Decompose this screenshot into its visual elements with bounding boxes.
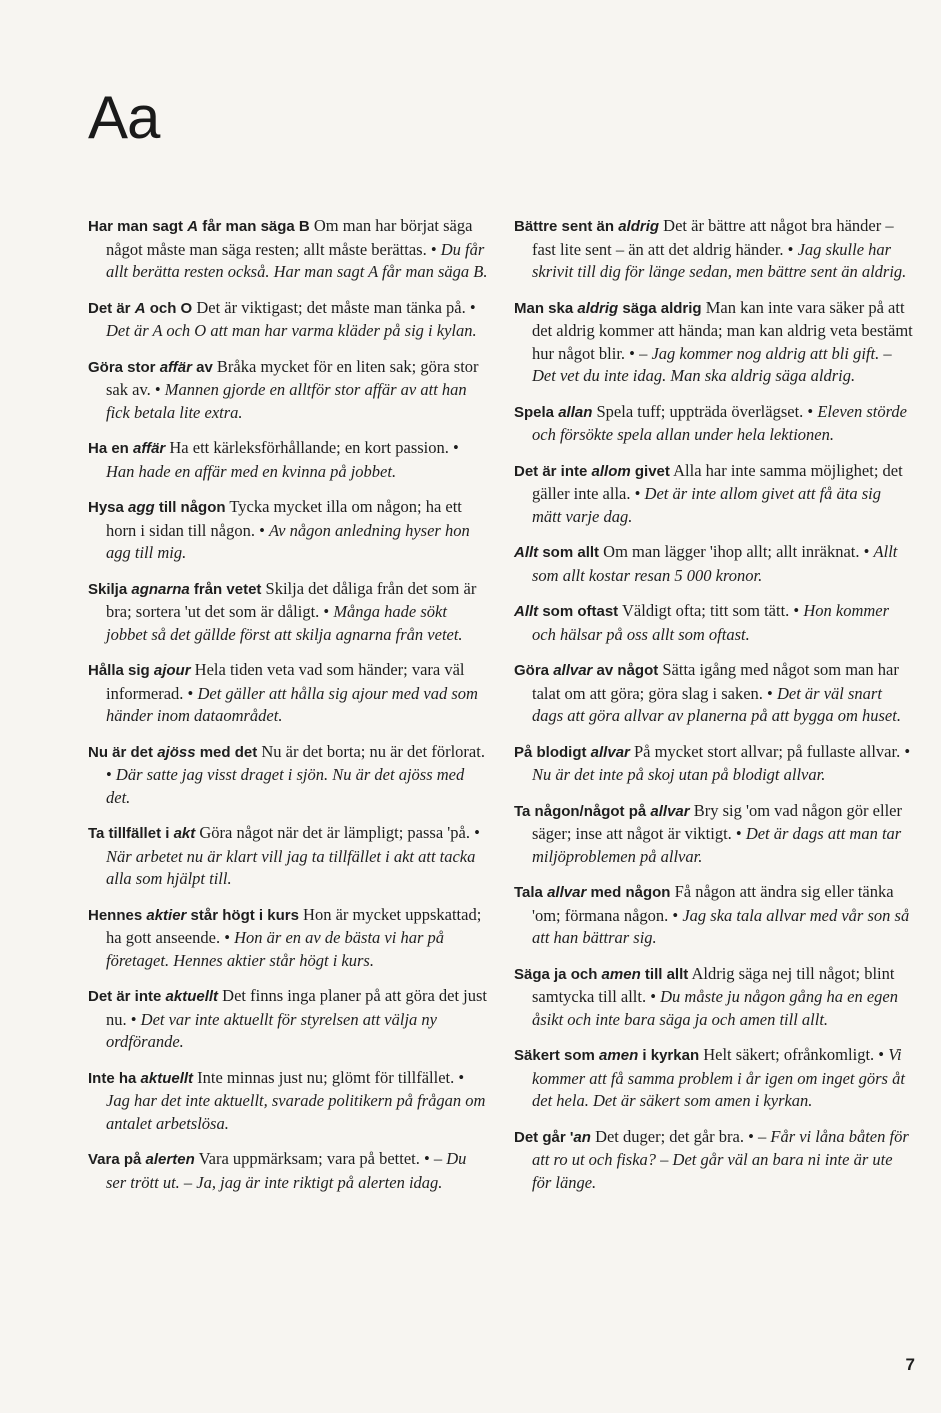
headword-keyword: A (134, 299, 146, 317)
entry-definition: Ha ett kärleksförhållande; en kort passion. • (165, 438, 459, 457)
dictionary-entry (514, 881, 914, 950)
headword-text: av något (592, 662, 659, 679)
entry-definition: Hon är mycket uppskattad; ha gott anseende. • (106, 904, 482, 947)
entry-definition: Om man har börjat säga något måste man säga resten; allt måste berättas. • (106, 216, 473, 259)
headword-keyword: allvar (553, 662, 593, 679)
entry-definition: Sätta igång med något som man har talat om att göra; göra slag i saken. • (532, 660, 899, 703)
entry-headword (88, 662, 191, 679)
dictionary-entry (88, 822, 488, 891)
entry-example: Hon är en av de bästa vi har på företaget. Hennes aktier står högt i kurs. (106, 928, 445, 970)
entry-example: Jag ska tala allvar med vår son så att han bättrar sig. (532, 905, 910, 947)
dictionary-entry (88, 356, 488, 425)
entry-headword (514, 966, 688, 983)
headword-text: Hysa (88, 499, 129, 516)
headword-keyword: amen (599, 1047, 639, 1064)
dictionary-entry (514, 401, 914, 447)
headword-keyword: an (573, 1128, 591, 1146)
entry-example: Nu är det inte på skoj utan på blodigt allvar. (532, 765, 826, 784)
headword-text: Det är (88, 299, 135, 317)
headword-text: Ta någon/något på (514, 802, 651, 820)
dictionary-entry (514, 215, 914, 284)
headword-keyword: Allt (514, 544, 539, 561)
entry-headword (514, 544, 599, 561)
dictionary-entry (514, 1126, 914, 1195)
entry-headword (88, 988, 218, 1005)
dictionary-entry (88, 215, 488, 284)
dictionary-entry (514, 800, 914, 869)
left-column (88, 215, 488, 1207)
headword-text: givet (630, 462, 670, 480)
dictionary-entry (88, 437, 488, 483)
dictionary-entry (88, 578, 488, 647)
headword-keyword: aldrig (577, 299, 619, 317)
dictionary-entry (514, 963, 914, 1032)
headword-text: som oftast (538, 603, 619, 620)
entry-example: Det var inte aktuellt för styrelsen att välja ny ordförande. (106, 1009, 437, 1051)
headword-text: Göra (514, 662, 554, 679)
entry-headword (514, 662, 658, 679)
headword-text: till allt (640, 965, 689, 983)
headword-text: Man ska (514, 299, 578, 317)
headword-keyword: agg (128, 499, 155, 516)
dictionary-entry (88, 1067, 488, 1136)
dictionary-entry (88, 985, 488, 1054)
headword-text: till någon (154, 499, 226, 516)
entry-definition: Göra något när det är lämpligt; passa 'på. • (195, 823, 480, 842)
entry-definition: Hela tiden veta vad som händer; vara väl informerad. • (106, 660, 465, 703)
entry-definition: Få någon att ändra sig eller tänka 'om; förmana någon. • (532, 882, 894, 925)
dictionary-entry (514, 659, 914, 728)
headword-keyword: A (187, 218, 199, 235)
entry-example: – Jag kommer nog aldrig att bli gift. – Det vet du inte idag. Man ska aldrig säga aldrig. (532, 343, 892, 385)
entry-example: Vi kommer att få samma problem i år igen om inget görs åt det hela. Det är säkert som amen i kyrkan. (532, 1045, 905, 1110)
headword-text: Nu är det (88, 743, 158, 761)
entry-definition: Det är viktigast; det måste man tänka på. • (192, 297, 476, 317)
headword-keyword: allvar (590, 743, 630, 761)
entry-example: Han hade en affär med en kvinna på jobbet. (106, 461, 397, 481)
entry-headword (88, 581, 261, 598)
entry-example: Många hade sökt jobbet så det gällde först att skilja agnarna från vetet. (106, 602, 463, 644)
entry-headword (88, 300, 192, 317)
entry-example: Det gäller att hålla sig ajour med vad som händer inom dataområdet. (106, 683, 478, 725)
headword-text: Bättre sent än (514, 218, 619, 235)
headword-text: Ha en (88, 440, 134, 457)
entry-definition: Alla har inte samma möjlighet; det gäller inte alla. • (532, 460, 903, 503)
headword-text: Tala (514, 884, 548, 901)
entry-definition: Tycka mycket illa om någon; ha ett horn i sidan till någon. • (106, 497, 462, 540)
entry-headword (514, 404, 592, 421)
entry-example: Jag har det inte aktuellt, svarade politikern på frågan om antalet arbetslösa. (106, 1091, 486, 1133)
headword-text: Det är inte (514, 462, 592, 480)
dictionary-entry (514, 297, 914, 388)
headword-text: Hålla sig (88, 662, 154, 679)
headword-text: från vetet (189, 580, 262, 598)
headword-keyword: aldrig (618, 218, 660, 235)
headword-keyword: affär (133, 440, 166, 457)
entry-example: Hon kommer och hälsar på oss allt som oftast. (532, 601, 890, 644)
entry-definition: Spela tuff; uppträda överlägset. • (592, 401, 818, 421)
entry-headword (88, 744, 257, 761)
entry-headword (514, 603, 618, 620)
headword-keyword: allom (591, 462, 631, 480)
entry-definition: Det finns inga planer på att göra det just nu. • (106, 986, 488, 1029)
entry-definition: Om man lägger 'ihop allt; allt inräknat. • (599, 542, 874, 561)
headword-keyword: agnarna (131, 580, 190, 598)
entry-definition: Bry sig 'om vad någon gör eller säger; inse att något är viktigt. • (532, 800, 902, 843)
entry-definition: Vara uppmärksam; vara på bettet. • (194, 1149, 434, 1168)
entry-headword (514, 744, 630, 761)
headword-text: med det (195, 743, 258, 761)
entry-definition: Man kan inte vara säker på att det aldrig kommer att hända; man kan aldrig veta bestämt hur något blir. • (532, 297, 913, 363)
headword-keyword: allvar (650, 802, 690, 820)
headword-text: Vara på (88, 1151, 146, 1168)
entry-headword (88, 907, 299, 924)
entry-example: Det är A och O att man har varma kläder på sig i kylan. (106, 321, 477, 340)
entry-example: Av någon anledning hyser hon agg till mig. (106, 520, 470, 562)
entry-headword (514, 300, 702, 317)
headword-keyword: ajöss (157, 743, 196, 761)
entry-headword (88, 825, 195, 842)
entry-definition: Det duger; det går bra. • (590, 1126, 758, 1146)
dictionary-entry (514, 600, 914, 646)
headword-text: Har man sagt (88, 218, 188, 235)
entry-definition: På mycket stort allvar; på fullaste allvar. • (629, 741, 911, 761)
headword-text: i kyrkan (638, 1047, 700, 1064)
headword-text: Det går ' (514, 1128, 574, 1146)
dictionary-entry (88, 904, 488, 973)
headword-text: säga aldrig (618, 299, 702, 317)
entry-headword (514, 218, 659, 235)
headword-text: Säkert som (514, 1047, 600, 1064)
entry-definition: Det är bättre att något bra händer – fast lite sent – än att det aldrig händer. • (532, 216, 894, 259)
entry-example: Det är dags att man tar miljöproblemen på allvar. (532, 824, 902, 866)
headword-text: Hennes (88, 906, 147, 924)
dictionary-entry (88, 496, 488, 565)
headword-keyword: Allt (514, 603, 539, 620)
headword-keyword: alerten (145, 1151, 195, 1168)
entry-example: Det är inte allom givet att få äta sig mätt varje dag. (532, 484, 882, 526)
entry-headword (514, 1129, 591, 1146)
headword-keyword: aktier (146, 906, 187, 924)
page-header: Aa (88, 84, 160, 151)
entry-example: – Du ser trött ut. – Ja, jag är inte riktigt på alerten idag. (106, 1149, 467, 1192)
entry-example: Eleven störde och försökte spela allan under hela lektionen. (532, 401, 907, 444)
entry-definition: Väldigt ofta; titt som tätt. • (618, 601, 804, 620)
entry-example: Du måste ju någon gång ha en egen åsikt och inte bara säga ja och amen till allt. (532, 987, 898, 1029)
headword-text: av (191, 358, 213, 376)
headword-text: med någon (586, 884, 671, 901)
page-number: 7 (905, 1355, 915, 1374)
entry-headword (514, 884, 670, 901)
dictionary-entry (88, 659, 488, 728)
headword-text: Skilja (88, 580, 132, 598)
entry-example: När arbetet nu är klart vill jag ta tillfället i akt att tacka alla som hjälpt till. (106, 846, 476, 888)
entry-definition: Skilja det dåliga från det som är bra; sortera 'ut det som är dåligt. • (106, 578, 477, 621)
entry-example: Allt som allt kostar resan 5 000 kronor. (532, 542, 898, 585)
entry-headword (88, 440, 165, 457)
headword-text: står högt i kurs (186, 906, 299, 924)
headword-text: Inte ha (88, 1069, 141, 1087)
dictionary-entry (514, 741, 914, 787)
headword-keyword: amen (601, 965, 641, 983)
headword-keyword: aktuellt (140, 1069, 194, 1087)
dictionary-entry (514, 1044, 914, 1113)
entry-definition: Nu är det borta; nu är det förlorat. • (106, 741, 485, 784)
entry-example: Mannen gjorde en alltför stor affär av att han fick betala lite extra. (106, 380, 467, 422)
entry-headword (88, 218, 310, 235)
headword-text: Ta tillfället i (88, 825, 174, 842)
entry-example: Det är väl snart dags att göra allvar av planerna på att bygga om huset. (532, 683, 901, 725)
entry-headword (88, 499, 226, 516)
dictionary-entry (514, 541, 914, 587)
dictionary-entry (88, 1148, 488, 1194)
entry-example: Jag skulle har skrivit till dig för länge sedan, men bättre sent än aldrig. (532, 239, 907, 281)
entry-example: Du får allt berätta resten också. Har man sagt A får man säga B. (106, 239, 488, 281)
headword-text: Spela (514, 403, 559, 421)
entry-example: – Får vi låna båten för att ro ut och fiska? – Det går väl an bara ni inte är ute för länge. (532, 1126, 909, 1192)
headword-text: På blodigt (514, 743, 591, 761)
entry-headword (514, 803, 690, 820)
entry-definition: Aldrig säga nej till något; blint samtycka till allt. • (532, 963, 895, 1006)
headword-text: Säga ja och (514, 965, 602, 983)
headword-text: Göra stor (88, 358, 160, 376)
dictionary-entry (88, 741, 488, 810)
dictionary-entry (514, 460, 914, 529)
headword-text: Det är inte (88, 988, 166, 1005)
entry-definition: Inte minnas just nu; glömt för tillfället. • (193, 1067, 465, 1087)
entry-definition: Bråka mycket för en liten sak; göra stor sak av. • (106, 356, 479, 399)
entry-headword (88, 1151, 195, 1168)
entry-headword (514, 463, 670, 480)
headword-keyword: affär (159, 358, 192, 376)
headword-keyword: allvar (547, 884, 587, 901)
entry-definition: Helt säkert; ofrånkomligt. • (699, 1045, 889, 1064)
right-column (514, 215, 914, 1207)
headword-keyword: akt (173, 825, 196, 842)
headword-text: får man säga B (198, 218, 310, 235)
entry-headword (514, 1047, 699, 1064)
entry-headword (88, 359, 213, 376)
headword-keyword: ajour (153, 662, 191, 679)
entry-example: Där satte jag visst draget i sjön. Nu är det ajöss med det. (106, 765, 465, 807)
entry-headword (88, 1070, 193, 1087)
headword-text: och O (145, 299, 193, 317)
headword-keyword: aktuellt (165, 988, 219, 1005)
headword-keyword: allan (558, 403, 593, 421)
dictionary-entry (88, 297, 488, 343)
headword-text: som allt (538, 544, 600, 561)
